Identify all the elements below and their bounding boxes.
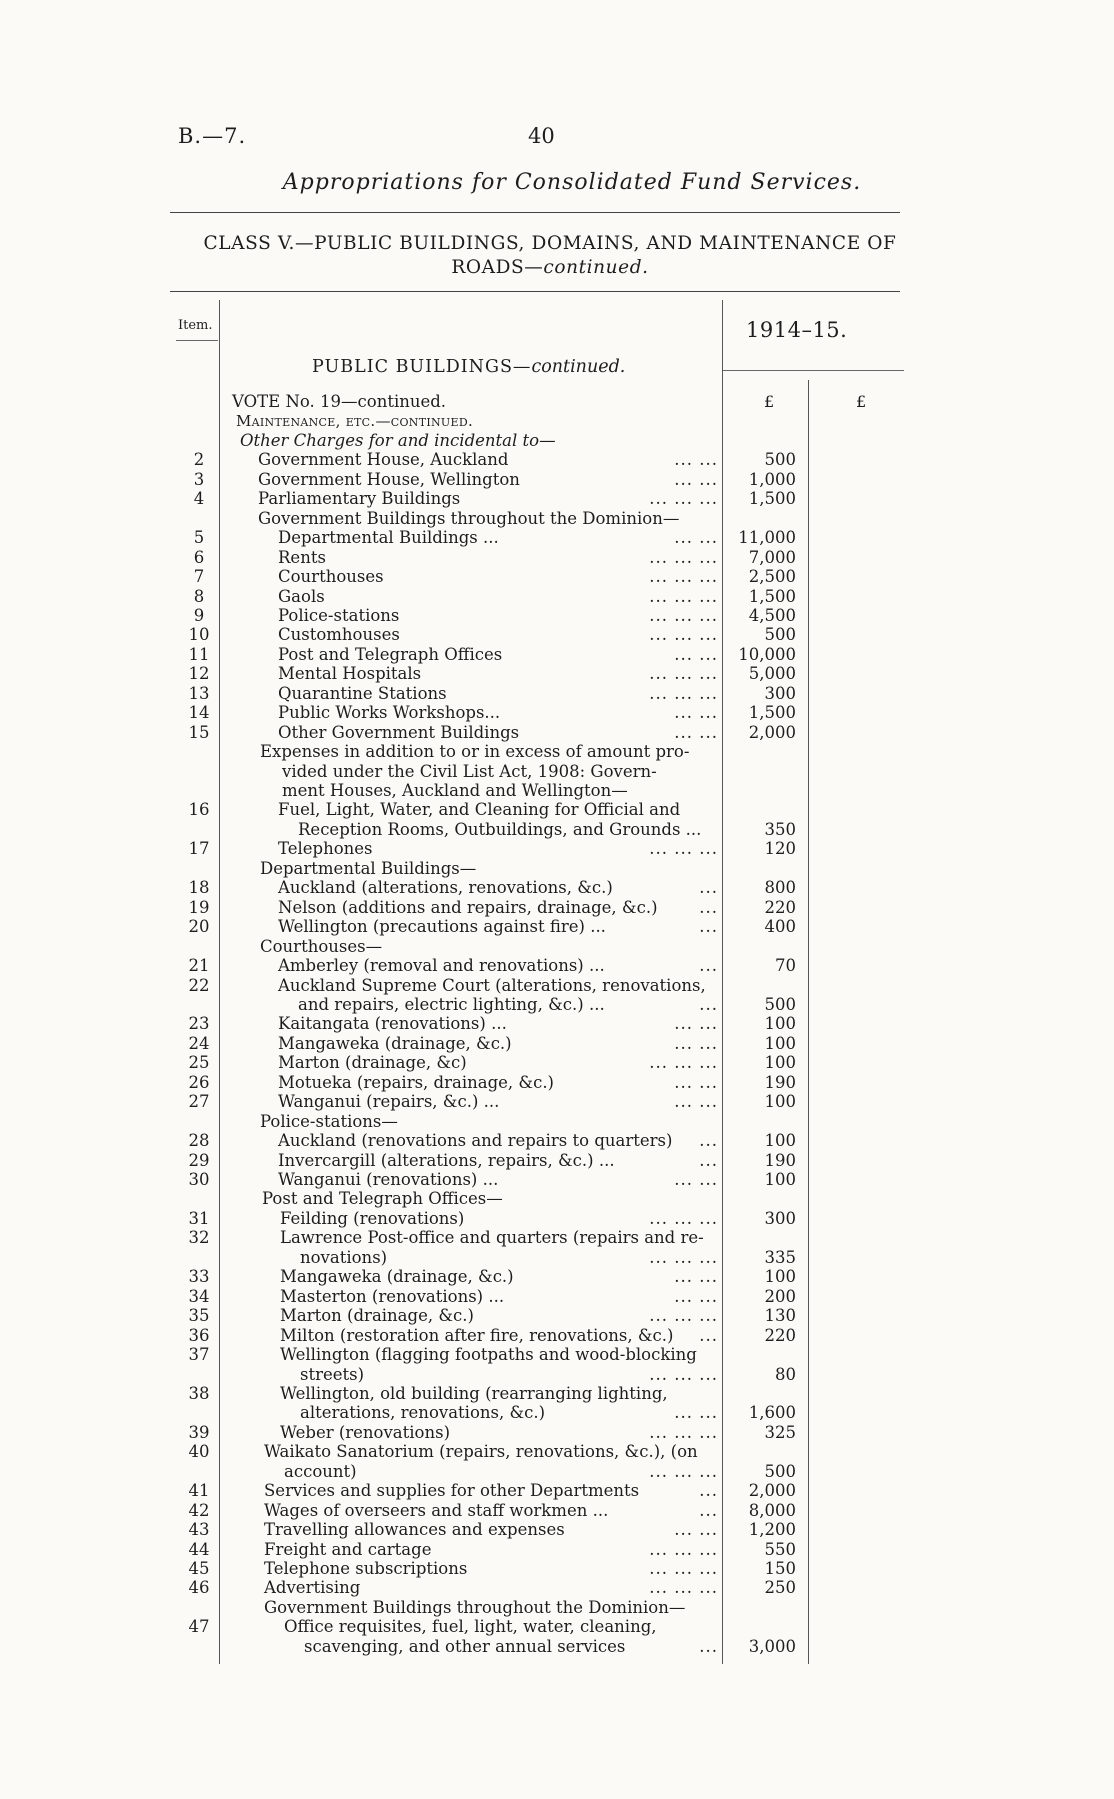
item-description: novations) — [300, 1247, 388, 1267]
table-row — [0, 1559, 1114, 1579]
table-row — [0, 1462, 1114, 1482]
item-amount: 1,200 — [748, 1520, 796, 1540]
item-description: Services and supplies for other Departments — [264, 1481, 640, 1501]
table-row — [0, 1267, 1114, 1287]
item-description: Mangaweka (drainage, &c.) — [278, 1033, 512, 1053]
item-description: Post and Telegraph Offices — [278, 644, 503, 664]
item-amount: 11,000 — [738, 528, 796, 548]
item-amount: 300 — [764, 683, 796, 703]
item-number: 36 — [188, 1325, 210, 1345]
item-amount: 325 — [764, 1422, 796, 1442]
item-number: 2 — [193, 450, 205, 470]
leader-dots: ... ... — [674, 644, 718, 664]
leader-dots: ... — [699, 1325, 718, 1345]
item-description: Motueka (repairs, drainage, &c.) — [278, 1072, 554, 1092]
item-number: 38 — [188, 1383, 210, 1403]
table-row — [0, 859, 1114, 879]
item-amount: 150 — [764, 1559, 796, 1578]
class-title — [170, 232, 930, 280]
item-number: 30 — [188, 1170, 210, 1189]
item-description: Parliamentary Buildings — [258, 489, 461, 509]
item-number: 10 — [188, 625, 210, 645]
item-number: 23 — [188, 1014, 210, 1034]
table-row — [0, 1053, 1114, 1073]
leader-dots: ... ... — [674, 1072, 718, 1092]
item-number: 20 — [188, 917, 210, 937]
table-row — [0, 937, 1114, 957]
item-description: Auckland (renovations and repairs to quarters) — [278, 1131, 673, 1151]
item-description: Feilding (renovations) — [280, 1208, 465, 1228]
item-description: Rents — [278, 547, 326, 567]
table-row — [0, 645, 1114, 665]
item-description: Masterton (renovations) ... — [280, 1286, 505, 1306]
item-amount: 1,000 — [748, 469, 796, 489]
table-row — [0, 820, 1114, 840]
item-amount: 120 — [764, 839, 796, 859]
item-description: Wellington (precautions against fire) ... — [278, 917, 606, 937]
leader-dots: ... ... ... — [649, 1559, 718, 1578]
leader-dots: ... — [699, 1636, 718, 1656]
leader-dots: ... ... ... — [649, 1364, 718, 1384]
item-description: Freight and cartage — [264, 1539, 432, 1559]
item-amount: 100 — [764, 1170, 796, 1189]
table-row — [0, 684, 1114, 704]
item-number: 12 — [188, 664, 210, 684]
item-description: Weber (renovations) — [280, 1422, 451, 1442]
leader-dots: ... ... — [674, 1092, 718, 1112]
leader-dots: ... ... — [674, 450, 718, 470]
item-description: Marton (drainage, &c) — [278, 1053, 467, 1073]
table-row — [0, 625, 1114, 645]
table-row — [0, 509, 1114, 529]
item-amount: 1,500 — [748, 703, 796, 723]
item-number: 47 — [188, 1617, 210, 1637]
table-row — [0, 898, 1114, 918]
item-description: Other Charges for and incidental to— — [240, 430, 556, 450]
item-number: 13 — [188, 683, 210, 703]
year-column-rule — [722, 370, 904, 371]
item-number: 39 — [188, 1422, 210, 1442]
table-row — [0, 1598, 1114, 1618]
table-row — [0, 762, 1114, 782]
table-row — [0, 567, 1114, 587]
table-row — [0, 1403, 1114, 1423]
item-description: Gaols — [278, 586, 325, 606]
table-row — [0, 1151, 1114, 1171]
item-description: Lawrence Post-office and quarters (repairs and re- — [280, 1228, 704, 1248]
table-row — [0, 1131, 1114, 1151]
item-amount: 500 — [764, 625, 796, 645]
item-description: Kaitangata (renovations) ... — [278, 1014, 507, 1034]
item-description: Advertising — [264, 1578, 361, 1598]
leader-dots: ... ... ... — [649, 839, 718, 859]
leader-dots: ... ... ... — [649, 1422, 718, 1442]
item-number: 9 — [193, 605, 205, 625]
item-description: Auckland Supreme Court (alterations, renovations, — [278, 975, 706, 995]
item-description: Government Buildings throughout the Dominion— — [258, 508, 680, 528]
leader-dots: ... ... — [674, 528, 718, 548]
table-row — [0, 781, 1114, 801]
item-number: 17 — [188, 839, 210, 859]
item-amount: 10,000 — [738, 644, 796, 664]
table-row — [0, 878, 1114, 898]
table-row — [0, 1501, 1114, 1521]
item-number: 42 — [188, 1500, 210, 1520]
table-row — [0, 528, 1114, 548]
item-description: scavenging, and other annual services — [304, 1636, 626, 1656]
item-amount: 1,500 — [748, 586, 796, 606]
item-number: 19 — [188, 897, 210, 917]
section-title: PUBLIC BUILDINGS— — [312, 357, 532, 377]
table-row — [0, 606, 1114, 626]
item-number: 28 — [188, 1131, 210, 1151]
item-description: Nelson (additions and repairs, drainage, &c.) — [278, 897, 658, 917]
table-row — [0, 1617, 1114, 1637]
item-description: Wanganui (repairs, &c.) ... — [278, 1092, 500, 1112]
item-number: 26 — [188, 1072, 210, 1092]
item-amount: 220 — [764, 1325, 796, 1345]
leader-dots: ... ... ... — [649, 567, 718, 587]
item-description: Marton (drainage, &c.) — [280, 1306, 474, 1326]
leader-dots: ... — [699, 1150, 718, 1170]
item-description: Telephones — [278, 839, 373, 859]
table-row — [0, 1442, 1114, 1462]
item-description: Milton (restoration after fire, renovations, &c.) — [280, 1325, 674, 1345]
table-row — [0, 664, 1114, 684]
leader-dots: ... — [699, 917, 718, 937]
leader-dots: ... ... — [674, 469, 718, 489]
item-number: 11 — [188, 644, 210, 664]
item-amount: 500 — [764, 450, 796, 470]
item-amount: 5,000 — [748, 664, 796, 684]
item-description: Expenses in addition to or in excess of amount pro- — [260, 742, 690, 762]
table-row — [0, 1481, 1114, 1501]
item-description: VOTE No. 19—continued. — [232, 392, 447, 411]
item-number: 22 — [188, 975, 210, 995]
item-amount: 190 — [764, 1072, 796, 1092]
table-row — [0, 723, 1114, 743]
item-description: alterations, renovations, &c.) — [300, 1403, 546, 1423]
item-amount: 200 — [764, 1286, 796, 1306]
item-number: 15 — [188, 722, 210, 742]
document-reference: B.—7. — [178, 124, 247, 148]
table-row — [0, 450, 1114, 470]
item-description: and repairs, electric lighting, &c.) ... — [298, 994, 605, 1014]
leader-dots: ... ... — [674, 1033, 718, 1053]
table-row — [0, 1345, 1114, 1365]
table-row — [0, 431, 1114, 451]
leader-dots: ... — [699, 1500, 718, 1520]
item-number: 3 — [193, 469, 205, 489]
leader-dots: ... ... — [674, 1286, 718, 1306]
item-amount: 130 — [764, 1306, 796, 1326]
item-amount: 250 — [764, 1578, 796, 1598]
item-number: 32 — [188, 1228, 210, 1248]
item-amount: 2,000 — [748, 722, 796, 742]
item-description: Wellington, old building (rearranging lighting, — [280, 1383, 668, 1403]
item-description: streets) — [300, 1364, 365, 1384]
item-number: 29 — [188, 1150, 210, 1170]
table-row — [0, 1073, 1114, 1093]
item-number: 18 — [188, 878, 210, 898]
leader-dots: ... ... ... — [649, 489, 718, 509]
item-amount: 190 — [764, 1150, 796, 1170]
item-amount: 8,000 — [748, 1500, 796, 1520]
item-description: Fuel, Light, Water, and Cleaning for Official and — [278, 800, 681, 820]
page-number: 40 — [528, 124, 555, 148]
item-description: Post and Telegraph Offices— — [262, 1189, 503, 1209]
table-row — [0, 489, 1114, 509]
item-number: 33 — [188, 1267, 210, 1287]
leader-dots: ... ... ... — [649, 1578, 718, 1598]
table-row — [0, 742, 1114, 762]
leader-dots: ... — [699, 878, 718, 898]
item-description: Government Buildings throughout the Dominion— — [264, 1597, 686, 1617]
table-row — [0, 1306, 1114, 1326]
item-description: Public Works Workshops... — [278, 703, 501, 723]
item-number: 4 — [193, 489, 205, 509]
item-description: Wellington (flagging footpaths and wood-blocking — [280, 1345, 697, 1365]
item-description: Mangaweka (drainage, &c.) — [280, 1267, 514, 1287]
item-number: 31 — [188, 1208, 210, 1228]
item-description: Invercargill (alterations, repairs, &c.) ... — [278, 1150, 615, 1170]
item-amount: 100 — [764, 1267, 796, 1287]
item-number: 25 — [188, 1053, 210, 1073]
table-row — [0, 1423, 1114, 1443]
leader-dots: ... — [699, 1131, 718, 1151]
table-row — [0, 1248, 1114, 1268]
item-amount: 100 — [764, 1131, 796, 1151]
item-amount: 7,000 — [748, 547, 796, 567]
section-continued: continued. — [531, 357, 626, 377]
item-amount: 70 — [775, 956, 796, 976]
table-row — [0, 956, 1114, 976]
class-title-line-2: ROADS— — [451, 257, 544, 278]
item-description: Maintenance, etc.—continued. — [236, 412, 474, 431]
item-number: 21 — [188, 956, 210, 976]
table-row — [0, 470, 1114, 490]
item-number: 34 — [188, 1286, 210, 1306]
year-column-header: 1914–15. — [746, 318, 848, 342]
item-column-header: Item. — [178, 318, 213, 333]
table-row — [0, 1365, 1114, 1385]
leader-dots: ... — [699, 994, 718, 1014]
leader-dots: ... ... ... — [649, 625, 718, 645]
table-row — [0, 800, 1114, 820]
item-number: 46 — [188, 1578, 210, 1598]
item-description: ment Houses, Auckland and Wellington— — [282, 781, 628, 800]
class-title-continued: continued. — [543, 257, 649, 278]
table-row — [0, 1014, 1114, 1034]
table-top-rule — [170, 291, 900, 292]
item-description: Government House, Auckland — [258, 450, 509, 470]
leader-dots: ... ... ... — [649, 1539, 718, 1559]
item-description: Departmental Buildings ... — [278, 528, 499, 548]
item-description: Government House, Wellington — [258, 469, 520, 489]
table-row — [0, 1112, 1114, 1132]
page-subtitle: Appropriations for Consolidated Fund Services. — [282, 170, 862, 195]
table-row — [0, 1170, 1114, 1190]
item-description: Courthouses — [278, 567, 384, 587]
item-description: Police-stations — [278, 605, 400, 625]
item-description: Quarantine Stations — [278, 683, 447, 703]
leader-dots: ... ... — [674, 722, 718, 742]
table-row — [0, 587, 1114, 607]
table-row — [0, 1520, 1114, 1540]
item-amount: 100 — [764, 1053, 796, 1073]
item-amount: 100 — [764, 1092, 796, 1112]
item-amount: 80 — [775, 1364, 796, 1384]
item-description: Other Government Buildings — [278, 722, 520, 742]
leader-dots: ... ... ... — [649, 586, 718, 606]
item-number: 7 — [193, 567, 205, 587]
table-row — [0, 917, 1114, 937]
item-amount: 1,500 — [748, 489, 796, 509]
item-amount: 800 — [764, 878, 796, 898]
table-row — [0, 1228, 1114, 1248]
item-description: Departmental Buildings— — [260, 858, 477, 878]
item-amount: 3,000 — [748, 1636, 796, 1656]
item-number: 40 — [188, 1442, 210, 1462]
leader-dots: ... — [699, 956, 718, 976]
item-amount: 100 — [764, 1014, 796, 1034]
item-description: Waikato Sanatorium (repairs, renovations, &c.), (on — [264, 1442, 698, 1462]
table-row — [0, 1578, 1114, 1598]
leader-dots: ... ... ... — [649, 683, 718, 703]
currency-symbol-2: £ — [856, 392, 867, 411]
leader-dots: ... ... ... — [649, 1208, 718, 1228]
leader-dots: ... ... — [674, 703, 718, 723]
table-row — [0, 1209, 1114, 1229]
leader-dots: ... ... ... — [649, 1461, 718, 1481]
item-number: 45 — [188, 1559, 210, 1578]
table-row — [0, 976, 1114, 996]
table-row — [0, 1034, 1114, 1054]
item-description: Mental Hospitals — [278, 664, 422, 684]
item-amount: 335 — [764, 1247, 796, 1267]
item-number: 44 — [188, 1539, 210, 1559]
item-number: 24 — [188, 1033, 210, 1053]
class-title-line-1: CLASS V.—PUBLIC BUILDINGS, DOMAINS, AND MAINTENANCE OF — [203, 233, 897, 254]
item-amount: 4,500 — [748, 605, 796, 625]
item-amount: 2,000 — [748, 1481, 796, 1501]
item-amount: 220 — [764, 897, 796, 917]
leader-dots: ... ... — [674, 1267, 718, 1287]
item-description: Wages of overseers and staff workmen ... — [264, 1500, 609, 1520]
item-number: 27 — [188, 1092, 210, 1112]
item-amount: 1,600 — [748, 1403, 796, 1423]
leader-dots: ... ... ... — [649, 605, 718, 625]
item-amount: 100 — [764, 1033, 796, 1053]
item-description: vided under the Civil List Act, 1908: Govern- — [282, 761, 657, 781]
table-row — [0, 392, 1114, 412]
item-amount: 2,500 — [748, 567, 796, 587]
leader-dots: ... ... ... — [649, 1247, 718, 1267]
table-row — [0, 995, 1114, 1015]
table-row — [0, 1287, 1114, 1307]
table-row — [0, 703, 1114, 723]
item-amount: 500 — [764, 1461, 796, 1481]
table-row — [0, 1540, 1114, 1560]
item-description: Police-stations— — [260, 1111, 398, 1131]
item-description: Reception Rooms, Outbuildings, and Grounds ... — [298, 819, 702, 839]
table-row — [0, 1189, 1114, 1209]
leader-dots: ... ... ... — [649, 664, 718, 684]
leader-dots: ... ... ... — [649, 1053, 718, 1073]
table-row — [0, 839, 1114, 859]
item-number: 6 — [193, 547, 205, 567]
item-description: Telephone subscriptions — [264, 1559, 468, 1578]
item-number: 43 — [188, 1520, 210, 1540]
leader-dots: ... — [699, 897, 718, 917]
header-rule — [170, 212, 900, 213]
table-row — [0, 1092, 1114, 1112]
table-row — [0, 1326, 1114, 1346]
item-amount: 500 — [764, 994, 796, 1014]
leader-dots: ... ... — [674, 1014, 718, 1034]
table-row — [0, 411, 1114, 431]
section-heading — [312, 357, 625, 377]
item-column-rule — [176, 340, 218, 341]
item-number: 16 — [188, 800, 210, 820]
leader-dots: ... ... — [674, 1170, 718, 1189]
leader-dots: ... ... — [674, 1403, 718, 1423]
leader-dots: ... ... ... — [649, 1306, 718, 1326]
item-amount: 550 — [764, 1539, 796, 1559]
item-description: account) — [284, 1461, 357, 1481]
item-number: 8 — [193, 586, 205, 606]
item-number: 5 — [193, 528, 205, 548]
leader-dots: ... — [699, 1481, 718, 1501]
currency-symbol-1: £ — [764, 392, 775, 411]
leader-dots: ... ... — [674, 1520, 718, 1540]
table-row — [0, 1637, 1114, 1657]
item-amount: 350 — [764, 819, 796, 839]
item-description: Auckland (alterations, renovations, &c.) — [278, 878, 613, 898]
item-amount: 400 — [764, 917, 796, 937]
item-description: Amberley (removal and renovations) ... — [278, 956, 605, 976]
item-number: 35 — [188, 1306, 210, 1326]
item-description: Travelling allowances and expenses — [264, 1520, 565, 1540]
item-number: 41 — [188, 1481, 210, 1501]
item-number: 14 — [188, 703, 210, 723]
item-description: Office requisites, fuel, light, water, cleaning, — [284, 1617, 657, 1637]
table-row — [0, 548, 1114, 568]
item-description: Customhouses — [278, 625, 400, 645]
item-description: Wanganui (renovations) ... — [278, 1170, 499, 1189]
item-description: Courthouses— — [260, 936, 383, 956]
leader-dots: ... ... ... — [649, 547, 718, 567]
table-row — [0, 1384, 1114, 1404]
item-amount: 300 — [764, 1208, 796, 1228]
item-number: 37 — [188, 1345, 210, 1365]
